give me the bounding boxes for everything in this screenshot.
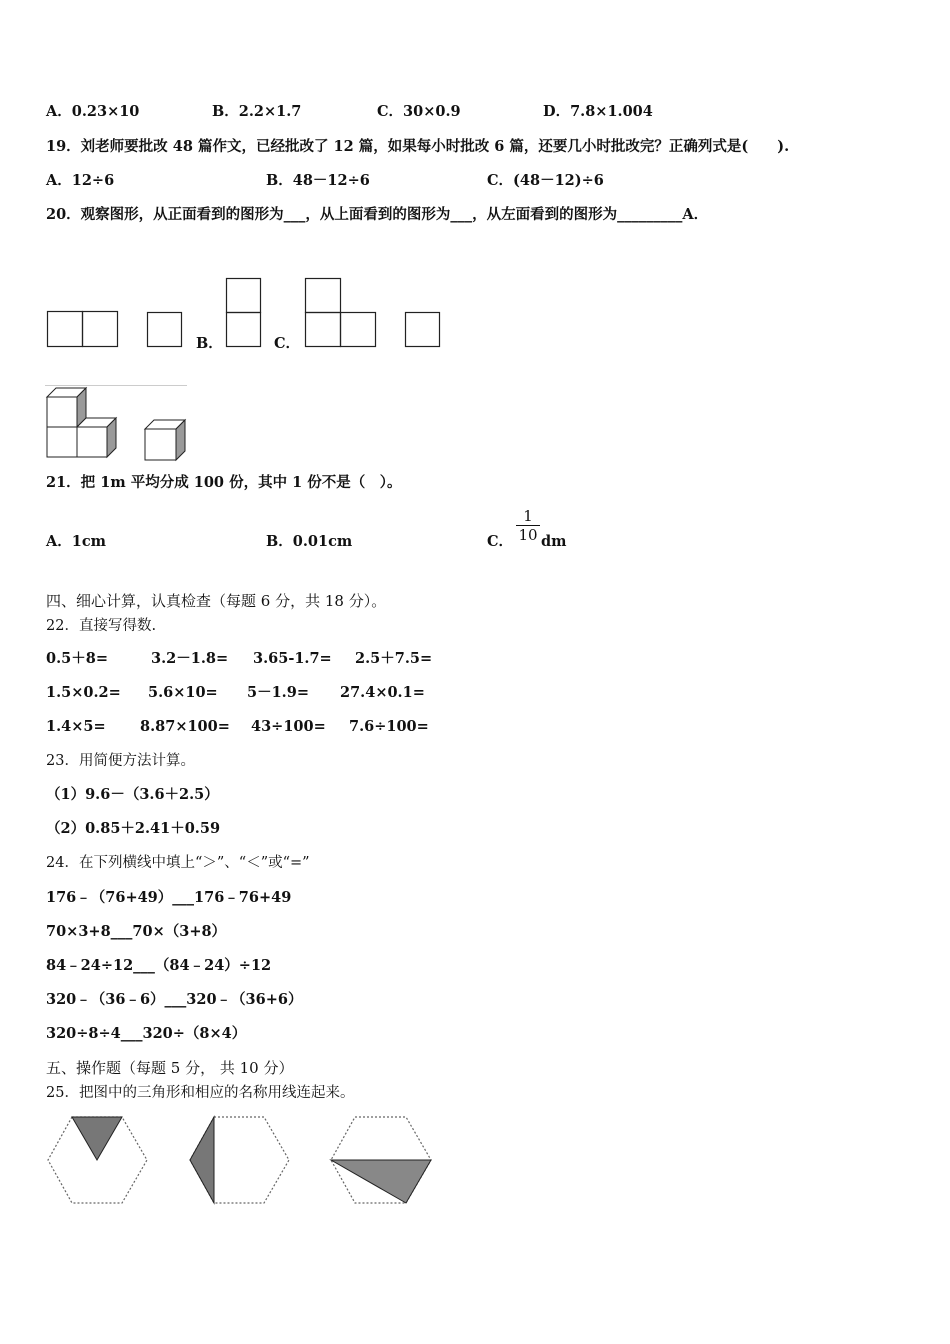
q22-cell: 5.6×10= — [148, 684, 218, 701]
q20-option-c-label: C． — [274, 335, 301, 352]
q19-option-b: B．48－12÷6 — [266, 172, 370, 189]
q18-option-d: D．7.8×1.004 — [543, 103, 653, 120]
q22-cell: 5－1.9= — [247, 684, 309, 701]
q21-option-a: A．1cm — [46, 533, 107, 550]
q22-cell: 3.2－1.8= — [151, 650, 229, 667]
q22-cell: 0.5＋8= — [46, 650, 108, 667]
q22-cell: 8.87×100= — [140, 718, 230, 735]
q20-option-a-figure — [47, 311, 119, 347]
q20-option-a2-figure — [147, 312, 183, 348]
q24-item: 84﹣24÷12___（84﹣24）÷12 — [46, 957, 272, 974]
q25-hexagon-3 — [330, 1116, 433, 1204]
q22-cell: 27.4×0.1= — [340, 684, 425, 701]
q18-option-b: B．2.2×1.7 — [212, 103, 302, 120]
q24-stem: 24．在下列横线中填上“＞”、“＜”或“=” — [46, 855, 310, 871]
q22-cell: 1.5×0.2= — [46, 684, 121, 701]
fraction-numerator: 1 — [523, 507, 533, 525]
q19-option-c: C．(48－12)÷6 — [487, 172, 604, 189]
q18-option-c: C．30×0.9 — [377, 103, 461, 120]
section-5-title: 五、操作题（每题 5 分， 共 10 分） — [46, 1059, 294, 1077]
q24-item: 320÷8÷4___320÷（8×4） — [46, 1025, 247, 1042]
q21-option-b: B．0.01cm — [266, 533, 353, 550]
q22-cell: 7.6÷100= — [349, 718, 429, 735]
q25-stem: 25．把图中的三角形和相应的名称用线连起来。 — [46, 1085, 355, 1101]
q22-stem: 22．直接写得数. — [46, 618, 157, 634]
q20-option-b-figure — [226, 278, 262, 348]
q19-stem: 19．刘老师要批改 48 篇作文，已经批改了 12 篇，如果每小时批改 6 篇，还要几小时批改完？正确列式是( ). — [46, 138, 790, 155]
q22-cell: 1.4×5= — [46, 718, 106, 735]
q21-option-c-fraction — [516, 507, 540, 544]
q20-option-c-figure — [305, 278, 377, 348]
q23-stem: 23．用简便方法计算。 — [46, 753, 195, 769]
q21-option-c-label: C． — [487, 533, 514, 550]
q20-option-b-label: B． — [196, 335, 223, 352]
q18-option-a: A．0.23×10 — [46, 103, 140, 120]
q20-option-d-figure — [405, 312, 441, 348]
fraction-denominator: 10 — [516, 525, 540, 544]
q20-cube-figure — [45, 385, 190, 461]
q23-part-2: （2）0.85＋2.41＋0.59 — [46, 820, 221, 837]
q25-hexagon-1 — [47, 1116, 149, 1204]
q24-item: 176﹣（76+49）___176﹣76+49 — [46, 889, 292, 906]
q20-stem: 20．观察图形，从正面看到的图形为___，从上面看到的图形为___，从左面看到的图形为_________A． — [46, 206, 709, 223]
q23-part-1: （1）9.6－（3.6＋2.5） — [46, 786, 219, 803]
q24-item: 70×3+8___70×（3+8） — [46, 923, 227, 940]
q21-option-c-unit: dm — [541, 533, 567, 550]
q21-stem: 21．把 1m 平均分成 100 份，其中 1 份不是（ ）。 — [46, 474, 402, 491]
q22-cell: 43÷100= — [251, 718, 326, 735]
q22-cell: 3.65-1.7= — [253, 650, 332, 667]
q19-option-a: A．12÷6 — [46, 172, 115, 189]
q25-hexagon-2 — [189, 1116, 291, 1204]
q24-item: 320﹣（36﹣6）___320﹣（36+6） — [46, 991, 303, 1008]
q22-cell: 2.5＋7.5= — [355, 650, 433, 667]
section-4-title: 四、细心计算，认真检查（每题 6 分，共 18 分）。 — [46, 592, 387, 610]
